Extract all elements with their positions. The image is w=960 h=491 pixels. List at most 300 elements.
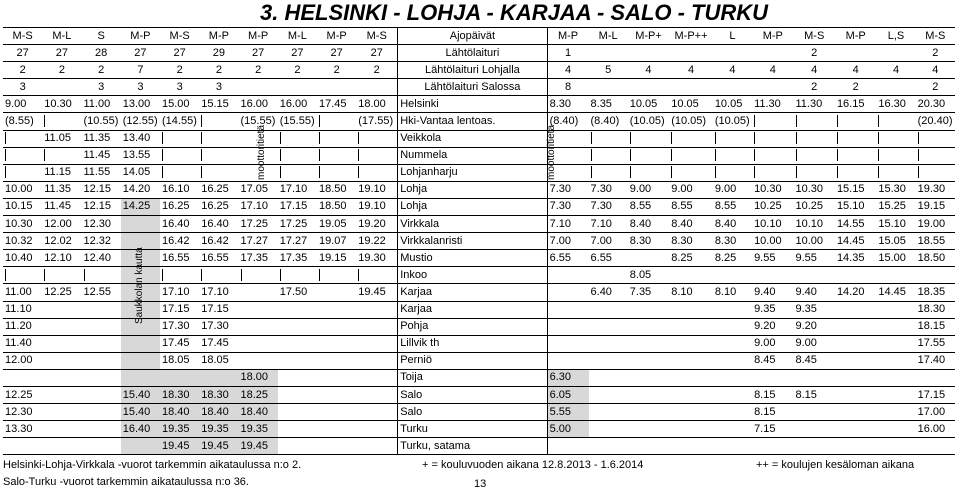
time-cell: (8.40): [547, 113, 588, 130]
time-cell: [42, 369, 81, 386]
timetable-row: [3, 352, 955, 369]
time-cell: [317, 318, 356, 335]
pass-through-bar: [44, 115, 45, 127]
time-cell: 11.40: [3, 335, 42, 352]
time-cell: [239, 301, 278, 318]
pass-through-bar: [591, 132, 592, 144]
time-cell: [589, 369, 628, 386]
time-cell: [317, 301, 356, 318]
time-cell: [121, 335, 160, 352]
time-cell: (17.55): [356, 113, 397, 130]
time-cell: 7.10: [589, 216, 628, 233]
timetable-row: [3, 96, 955, 113]
time-cell: 17.15: [278, 198, 317, 215]
time-cell: [547, 438, 588, 455]
time-cell: 17.15: [916, 386, 955, 403]
time-cell: 11.30: [752, 96, 793, 113]
time-cell: 18.15: [916, 318, 955, 335]
time-cell: 2: [278, 62, 317, 79]
time-cell: 27: [3, 45, 42, 62]
pass-through-bar: [878, 115, 879, 127]
timetable-row: [3, 147, 955, 164]
station-name: Lohjanharju: [398, 164, 547, 181]
time-cell: (10.05): [669, 113, 713, 130]
time-cell: 12.55: [82, 284, 121, 301]
time-cell: [356, 421, 397, 438]
pass-through-bar: [319, 269, 320, 281]
time-cell: 17.35: [239, 250, 278, 267]
time-cell: 7.00: [547, 233, 588, 250]
time-cell: M-P+: [628, 28, 669, 45]
timetable-row: [3, 198, 955, 215]
time-cell: [3, 438, 42, 455]
time-cell: [713, 386, 752, 403]
time-cell: [589, 386, 628, 403]
time-cell: 11.20: [3, 318, 42, 335]
time-cell: [669, 386, 713, 403]
time-cell: [121, 438, 160, 455]
time-cell: 14.20: [835, 284, 876, 301]
time-cell: 18.40: [239, 404, 278, 421]
pass-through-bar: [201, 166, 202, 178]
time-cell: 2: [160, 62, 199, 79]
page-title: 3. HELSINKI - LOHJA - KARJAA - SALO - TURKU: [260, 0, 769, 25]
pass-through-bar: [319, 115, 320, 127]
time-cell: [713, 352, 752, 369]
pass-through-bar: [5, 132, 6, 144]
time-cell: 10.10: [752, 216, 793, 233]
station-name: Lähtölaituri: [398, 45, 547, 62]
time-cell: M-L: [589, 28, 628, 45]
time-cell: 15.40: [121, 386, 160, 403]
time-cell: [794, 267, 835, 284]
time-cell: 9.35: [794, 301, 835, 318]
timetable-row: [3, 233, 955, 250]
time-cell: 19.45: [199, 438, 238, 455]
time-cell: 11.30: [794, 96, 835, 113]
time-cell: [317, 79, 356, 96]
footer-note-3: + = kouluvuoden aikana 12.8.2013 - 1.6.2014: [422, 459, 644, 471]
time-cell: 16.25: [199, 198, 238, 215]
time-cell: 10.25: [752, 198, 793, 215]
station-name: Lillvik th: [398, 335, 547, 352]
time-cell: [356, 438, 397, 455]
continuation-mark: [356, 147, 397, 164]
time-cell: 4: [628, 62, 669, 79]
time-cell: (10.05): [628, 113, 669, 130]
time-cell: 11.05: [42, 130, 81, 147]
time-cell: 10.30: [42, 96, 81, 113]
time-cell: [589, 335, 628, 352]
timetable-row: [3, 130, 955, 147]
station-name: Virkkala: [398, 216, 547, 233]
pass-through-bar: [918, 132, 919, 144]
time-cell: 11.15: [42, 164, 81, 181]
time-cell: 4: [752, 62, 793, 79]
time-cell: [278, 386, 317, 403]
continuation-mark: [628, 164, 669, 181]
station-name: Perniö: [398, 352, 547, 369]
time-cell: 12.30: [82, 216, 121, 233]
time-cell: 17.05: [239, 181, 278, 198]
timetable-row: [3, 250, 955, 267]
pass-through-bar: [837, 132, 838, 144]
pass-through-bar: [5, 269, 6, 281]
continuation-mark: [239, 267, 278, 284]
continuation-mark: [628, 147, 669, 164]
time-cell: 15.40: [121, 404, 160, 421]
time-cell: [121, 369, 160, 386]
time-cell: [82, 318, 121, 335]
time-cell: 16.40: [121, 421, 160, 438]
time-cell: (15.55): [278, 113, 317, 130]
time-cell: M-P: [199, 28, 238, 45]
time-cell: 4: [713, 62, 752, 79]
time-cell: 3: [160, 79, 199, 96]
station-name: Helsinki: [398, 96, 547, 113]
time-cell: [317, 352, 356, 369]
time-cell: [669, 45, 713, 62]
time-cell: [589, 79, 628, 96]
time-cell: 2: [42, 62, 81, 79]
time-cell: [121, 216, 160, 233]
time-cell: [713, 301, 752, 318]
continuation-mark: [199, 164, 238, 181]
pass-through-bar: [201, 269, 202, 281]
time-cell: 4: [876, 62, 915, 79]
pass-through-bar: [5, 166, 6, 178]
time-cell: [916, 267, 955, 284]
time-cell: 19.45: [356, 284, 397, 301]
time-cell: [835, 352, 876, 369]
pass-through-bar: [671, 166, 672, 178]
time-cell: 7.30: [589, 198, 628, 215]
time-cell: [82, 369, 121, 386]
time-cell: [835, 335, 876, 352]
time-cell: 16.15: [835, 96, 876, 113]
time-cell: 18.25: [239, 386, 278, 403]
time-cell: 17.45: [199, 335, 238, 352]
time-cell: 8.30: [628, 233, 669, 250]
time-cell: [835, 301, 876, 318]
time-cell: 14.05: [121, 164, 160, 181]
time-cell: 8.40: [669, 216, 713, 233]
pass-through-bar: [671, 132, 672, 144]
station-name: Veikkola: [398, 130, 547, 147]
time-cell: [916, 369, 955, 386]
continuation-mark: [916, 164, 955, 181]
pass-through-bar: [715, 149, 716, 161]
time-cell: [547, 352, 588, 369]
time-cell: 10.00: [752, 233, 793, 250]
time-cell: 27: [42, 45, 81, 62]
pass-through-bar: [280, 166, 281, 178]
station-name: Nummela: [398, 147, 547, 164]
time-cell: 27: [121, 45, 160, 62]
time-cell: 2: [239, 62, 278, 79]
time-cell: 4: [547, 62, 588, 79]
time-cell: [317, 421, 356, 438]
time-cell: 2: [835, 79, 876, 96]
time-cell: 8.40: [628, 216, 669, 233]
time-cell: [356, 369, 397, 386]
continuation-mark: [835, 113, 876, 130]
timetable-row: [3, 45, 955, 62]
time-cell: 4: [916, 62, 955, 79]
time-cell: 3: [199, 79, 238, 96]
time-cell: [547, 284, 588, 301]
pass-through-bar: [754, 166, 755, 178]
time-cell: 1: [547, 45, 588, 62]
time-cell: [835, 318, 876, 335]
time-cell: [317, 386, 356, 403]
time-cell: 11.55: [82, 164, 121, 181]
time-cell: [669, 421, 713, 438]
time-cell: M-L: [42, 28, 81, 45]
time-cell: [794, 421, 835, 438]
time-cell: [239, 335, 278, 352]
timetable: [3, 27, 955, 455]
continuation-mark: [835, 164, 876, 181]
continuation-mark: [356, 130, 397, 147]
time-cell: [82, 421, 121, 438]
time-cell: [278, 369, 317, 386]
time-cell: [239, 284, 278, 301]
time-cell: [835, 438, 876, 455]
continuation-mark: [3, 147, 42, 164]
time-cell: [278, 301, 317, 318]
time-cell: 19.35: [160, 421, 199, 438]
time-cell: 16.25: [199, 181, 238, 198]
time-cell: 9.20: [752, 318, 793, 335]
time-cell: 14.35: [835, 250, 876, 267]
time-cell: 12.40: [82, 250, 121, 267]
pass-through-bar: [630, 149, 631, 161]
time-cell: [669, 352, 713, 369]
continuation-mark: [317, 113, 356, 130]
time-cell: M-P++: [669, 28, 713, 45]
pass-through-bar: [671, 149, 672, 161]
time-cell: 15.00: [876, 250, 915, 267]
time-cell: [42, 335, 81, 352]
time-cell: [589, 45, 628, 62]
time-cell: 19.10: [356, 198, 397, 215]
time-cell: 9.00: [752, 335, 793, 352]
timetable-row: [3, 216, 955, 233]
time-cell: 13.55: [121, 147, 160, 164]
time-cell: [713, 335, 752, 352]
time-cell: 29: [199, 45, 238, 62]
time-cell: (15.55): [239, 113, 278, 130]
time-cell: 7.10: [547, 216, 588, 233]
pass-through-bar: [837, 149, 838, 161]
timetable-row: [3, 28, 955, 45]
time-cell: [713, 318, 752, 335]
time-cell: [160, 369, 199, 386]
time-cell: 17.15: [199, 301, 238, 318]
pass-through-bar: [44, 149, 45, 161]
time-cell: 15.10: [876, 216, 915, 233]
time-cell: [713, 369, 752, 386]
timetable-row: [3, 386, 955, 403]
time-cell: [278, 335, 317, 352]
time-cell: 19.22: [356, 233, 397, 250]
time-cell: M-P: [239, 28, 278, 45]
time-cell: 8.45: [752, 352, 793, 369]
time-cell: 10.30: [3, 216, 42, 233]
pass-through-bar: [837, 166, 838, 178]
time-cell: [876, 369, 915, 386]
time-cell: 15.15: [199, 96, 238, 113]
pass-through-bar: [754, 149, 755, 161]
time-cell: 17.10: [160, 284, 199, 301]
continuation-mark: [794, 147, 835, 164]
time-cell: [752, 79, 793, 96]
time-cell: [82, 335, 121, 352]
time-cell: [713, 421, 752, 438]
time-cell: [82, 352, 121, 369]
time-cell: 7.35: [628, 284, 669, 301]
station-name: Lähtölaituri Salossa: [398, 79, 547, 96]
time-cell: 17.15: [160, 301, 199, 318]
time-cell: [42, 301, 81, 318]
time-cell: 9.20: [794, 318, 835, 335]
station-name: Ajopäivät: [398, 28, 547, 45]
time-cell: 15.10: [835, 198, 876, 215]
time-cell: [713, 267, 752, 284]
time-cell: 18.05: [160, 352, 199, 369]
time-cell: [876, 318, 915, 335]
time-cell: 6.05: [547, 386, 588, 403]
pass-through-bar: [754, 132, 755, 144]
time-cell: [317, 404, 356, 421]
time-cell: [628, 335, 669, 352]
pass-through-bar: [319, 149, 320, 161]
time-cell: [547, 301, 588, 318]
time-cell: [317, 369, 356, 386]
time-cell: [121, 352, 160, 369]
time-cell: 19.15: [317, 250, 356, 267]
timetable-row: [3, 369, 955, 386]
time-cell: 11.45: [42, 198, 81, 215]
time-cell: M-P: [835, 28, 876, 45]
time-cell: [835, 369, 876, 386]
continuation-mark: [916, 147, 955, 164]
time-cell: [876, 352, 915, 369]
continuation-mark: [835, 147, 876, 164]
time-cell: 2: [916, 45, 955, 62]
continuation-mark: [876, 113, 915, 130]
time-cell: 9.55: [752, 250, 793, 267]
time-cell: [356, 352, 397, 369]
continuation-mark: [278, 267, 317, 284]
time-cell: 18.50: [916, 250, 955, 267]
time-cell: L: [713, 28, 752, 45]
time-cell: [876, 79, 915, 96]
time-cell: [547, 335, 588, 352]
pass-through-bar: [241, 269, 242, 281]
continuation-mark: [589, 130, 628, 147]
time-cell: (20.40): [916, 113, 955, 130]
time-cell: [199, 369, 238, 386]
time-cell: 12.25: [3, 386, 42, 403]
time-cell: 17.45: [317, 96, 356, 113]
page-number: 13: [474, 478, 487, 490]
time-cell: 8.30: [547, 96, 588, 113]
time-cell: (12.55): [121, 113, 160, 130]
time-cell: 19.05: [317, 216, 356, 233]
time-cell: 10.05: [628, 96, 669, 113]
time-cell: 15.30: [876, 181, 915, 198]
time-cell: [278, 318, 317, 335]
time-cell: [42, 421, 81, 438]
time-cell: [589, 301, 628, 318]
time-cell: [752, 45, 793, 62]
timetable-row: [3, 284, 955, 301]
continuation-mark: [916, 130, 955, 147]
time-cell: [317, 335, 356, 352]
time-cell: 17.10: [239, 198, 278, 215]
continuation-mark: [278, 164, 317, 181]
time-cell: [628, 45, 669, 62]
time-cell: M-P: [752, 28, 793, 45]
time-cell: 12.00: [3, 352, 42, 369]
pass-through-bar: [5, 149, 6, 161]
time-cell: 10.00: [3, 181, 42, 198]
pass-through-bar: [837, 115, 838, 127]
time-cell: [42, 438, 81, 455]
time-cell: [239, 352, 278, 369]
continuation-mark: [794, 130, 835, 147]
time-cell: [42, 79, 81, 96]
time-cell: 15.15: [835, 181, 876, 198]
time-cell: 28: [82, 45, 121, 62]
time-cell: 16.25: [160, 198, 199, 215]
time-cell: 10.00: [794, 233, 835, 250]
time-cell: 8.40: [713, 216, 752, 233]
station-name: Mustio: [398, 250, 547, 267]
time-cell: 18.05: [199, 352, 238, 369]
timetable-row: [3, 438, 955, 455]
time-cell: 27: [278, 45, 317, 62]
time-cell: 19.45: [239, 438, 278, 455]
time-cell: [835, 404, 876, 421]
time-cell: 14.55: [835, 216, 876, 233]
time-cell: 16.00: [239, 96, 278, 113]
pass-through-bar: [319, 166, 320, 178]
time-cell: [628, 369, 669, 386]
time-cell: 16.40: [160, 216, 199, 233]
time-cell: 10.10: [794, 216, 835, 233]
time-cell: [589, 318, 628, 335]
time-cell: 12.25: [42, 284, 81, 301]
continuation-mark: [3, 267, 42, 284]
time-cell: [547, 318, 588, 335]
time-cell: (10.55): [82, 113, 121, 130]
station-name: Salo: [398, 386, 547, 403]
time-cell: 10.05: [713, 96, 752, 113]
time-cell: 2: [199, 62, 238, 79]
time-cell: [589, 352, 628, 369]
time-cell: 3: [82, 79, 121, 96]
time-cell: [42, 352, 81, 369]
time-cell: [669, 267, 713, 284]
time-cell: [794, 369, 835, 386]
time-cell: 8.10: [669, 284, 713, 301]
continuation-mark: [669, 147, 713, 164]
time-cell: 16.30: [876, 96, 915, 113]
time-cell: 16.55: [199, 250, 238, 267]
